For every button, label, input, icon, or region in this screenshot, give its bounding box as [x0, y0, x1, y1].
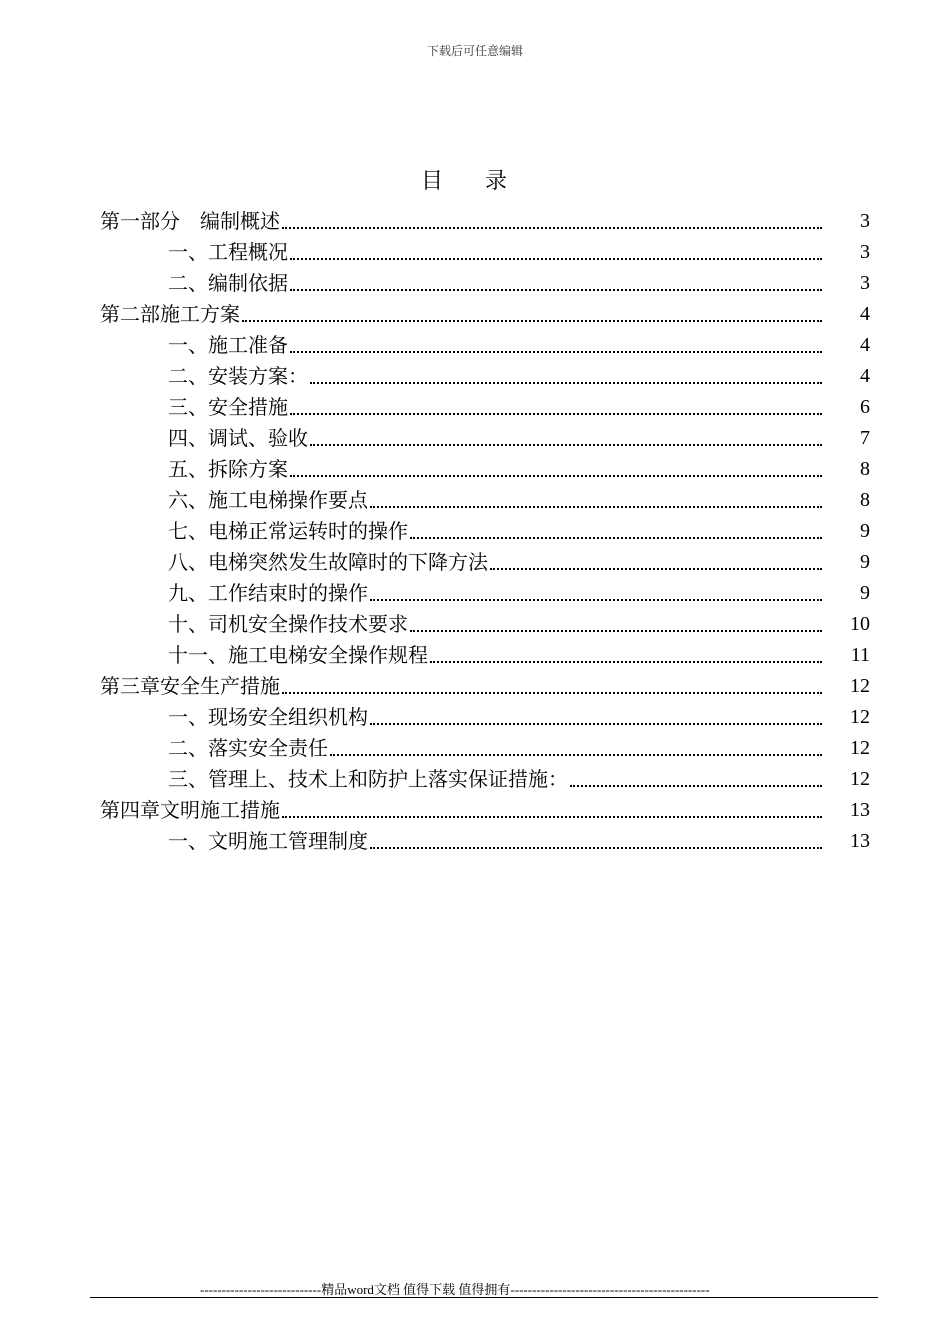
toc-dot-leader: [490, 568, 822, 570]
toc-dot-leader: [290, 475, 822, 477]
toc-entry-label: 十一、施工电梯安全操作规程: [168, 640, 428, 671]
toc-entry-page: 11: [850, 644, 870, 666]
toc-entry[interactable]: [100, 702, 870, 733]
toc-entry-label: 四、调试、验收: [168, 423, 308, 454]
toc-entry[interactable]: [100, 671, 870, 702]
toc-entry[interactable]: [100, 609, 870, 640]
toc-entry[interactable]: [100, 547, 870, 578]
toc-entry-page: 7: [860, 427, 870, 449]
toc-entry-page: 13: [850, 799, 870, 821]
header-note: 下载后可任意编辑: [426, 44, 523, 58]
toc-entry-page: 3: [860, 210, 870, 232]
toc-dot-leader: [410, 537, 822, 539]
toc-entry[interactable]: [100, 268, 870, 299]
toc-entry-label: 十、司机安全操作技术要求: [168, 609, 408, 640]
toc-entry[interactable]: [100, 640, 870, 671]
toc-entry-label: 五、拆除方案: [168, 454, 288, 485]
toc-entry-page: 3: [860, 272, 870, 294]
toc-dot-leader: [310, 444, 822, 446]
toc-entry-label: 二、安装方案：: [168, 361, 308, 392]
toc-dot-leader: [290, 289, 822, 291]
toc-entry-label: 六、施工电梯操作要点: [168, 485, 368, 516]
toc-entry[interactable]: [100, 826, 870, 857]
toc-entry-label: 一、文明施工管理制度: [168, 826, 368, 857]
toc-entry-page: 4: [860, 334, 870, 356]
toc-entry[interactable]: [100, 299, 870, 330]
toc-dot-leader: [290, 413, 822, 415]
toc-entry-label: 第四章文明施工措施: [100, 795, 280, 826]
toc-dot-leader: [290, 258, 822, 260]
toc-entry[interactable]: [100, 423, 870, 454]
toc-dot-leader: [370, 847, 822, 849]
toc-entry-page: 12: [850, 737, 870, 759]
toc-entry[interactable]: [100, 330, 870, 361]
toc-entry-page: 10: [850, 613, 870, 635]
toc-entry-page: 8: [860, 489, 870, 511]
toc-entry-page: 3: [860, 241, 870, 263]
toc-entry-label: 三、安全措施: [168, 392, 288, 423]
toc-entry-page: 9: [860, 551, 870, 573]
toc-entry-label: 七、电梯正常运转时的操作: [168, 516, 408, 547]
toc-dot-leader: [370, 599, 822, 601]
toc-entry-page: 9: [860, 582, 870, 604]
toc-entry-label: 第一部分 编制概述: [100, 206, 280, 237]
toc-entry[interactable]: [100, 485, 870, 516]
toc-entry-label: 九、工作结束时的操作: [168, 578, 368, 609]
toc-dot-leader: [282, 692, 822, 694]
toc-entry-label: 二、落实安全责任: [168, 733, 328, 764]
toc-entry-page: 6: [860, 396, 870, 418]
toc-dot-leader: [310, 382, 822, 384]
footer-note: ----------------------------精品word文档 值得下载 值得拥有----------------------------------------------: [200, 1282, 710, 1297]
toc-dot-leader: [570, 785, 822, 787]
toc-entry[interactable]: [100, 206, 870, 237]
toc-dot-leader: [282, 227, 822, 229]
toc-entry-label: 一、现场安全组织机构: [168, 702, 368, 733]
toc-dot-leader: [370, 723, 822, 725]
toc-entry-label: 第二部施工方案: [100, 299, 240, 330]
toc-entry-label: 三、管理上、技术上和防护上落实保证措施：: [168, 764, 568, 795]
toc-entry-label: 一、工程概况: [168, 237, 288, 268]
toc-entry[interactable]: [100, 361, 870, 392]
footer-divider: [90, 1297, 878, 1298]
toc-dot-leader: [290, 351, 822, 353]
toc-entry-page: 12: [850, 768, 870, 790]
toc-entry[interactable]: [100, 454, 870, 485]
toc-entry-label: 八、电梯突然发生故障时的下降方法: [168, 547, 488, 578]
toc-entry-page: 13: [850, 830, 870, 852]
toc-entry-page: 9: [860, 520, 870, 542]
toc-entry-page: 8: [860, 458, 870, 480]
toc-entry[interactable]: [100, 237, 870, 268]
toc-entry-page: 4: [860, 303, 870, 325]
toc-dot-leader: [242, 320, 822, 322]
toc-dot-leader: [282, 816, 822, 818]
toc-entry[interactable]: [100, 764, 870, 795]
toc-dot-leader: [410, 630, 822, 632]
toc-dot-leader: [330, 754, 822, 756]
toc-entry-page: 12: [850, 675, 870, 697]
toc-entry[interactable]: [100, 392, 870, 423]
toc-entry-label: 一、施工准备: [168, 330, 288, 361]
toc-dot-leader: [370, 506, 822, 508]
toc-entry[interactable]: [100, 733, 870, 764]
toc-entry[interactable]: [100, 795, 870, 826]
toc-entry-label: 第三章安全生产措施: [100, 671, 280, 702]
toc-entry-page: 4: [860, 365, 870, 387]
toc-entry-page: 12: [850, 706, 870, 728]
toc-title: 目录: [420, 169, 549, 194]
toc-entry-label: 二、编制依据: [168, 268, 288, 299]
toc-dot-leader: [430, 661, 822, 663]
toc-entry[interactable]: [100, 516, 870, 547]
toc-entry[interactable]: [100, 578, 870, 609]
table-of-contents: [100, 206, 870, 857]
